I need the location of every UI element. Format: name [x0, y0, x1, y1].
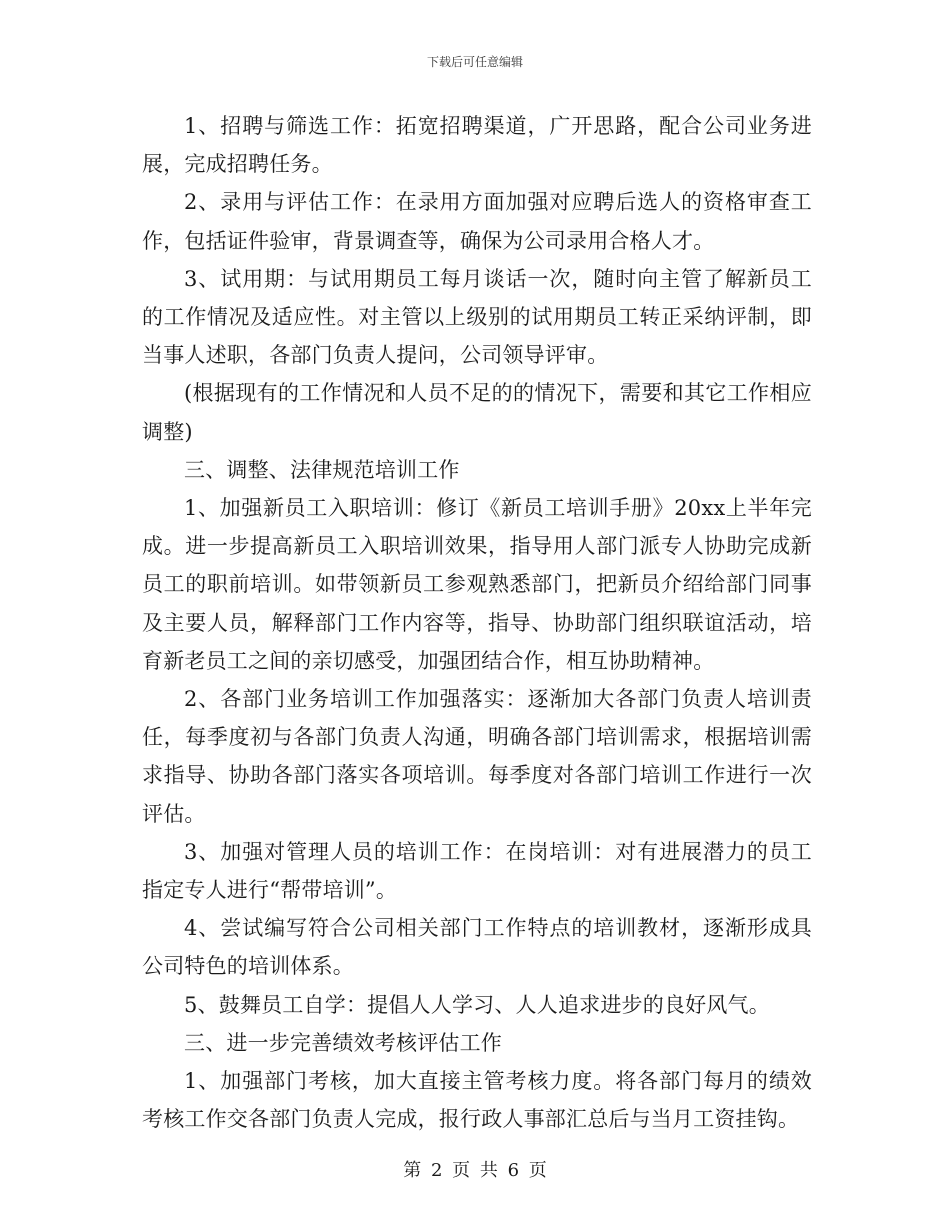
paragraph: 2、各部门业务培训工作加强落实：逐渐加大各部门负责人培训责任，每季度初与各部门负责人沟通，明确各部门培训需求，根据培训需求指导、协助各部门落实各项培训。每季度对各部门培训工作进行一次评估。 — [142, 687, 812, 826]
paragraph: 4、尝试编写符合公司相关部门工作特点的培训教材，逐渐形成具公司特色的培训体系。 — [142, 916, 812, 979]
page-number-footer: 第 2 页 共 6 页 — [403, 1160, 547, 1181]
section-heading: 三、进一步完善绩效考核评估工作 — [184, 1030, 502, 1055]
page-header: 下载后可任意编辑 — [426, 55, 523, 69]
section-heading: 三、调整、法律规范培训工作 — [184, 457, 460, 482]
paragraph: 1、加强部门考核，加大直接主管考核力度。将各部门每月的绩效考核工作交各部门负责人完成，报行政人事部汇总后与当月工资挂钩。 — [142, 1069, 812, 1132]
paragraph: 3、试用期：与试用期员工每月谈话一次，随时向主管了解新员工的工作情况及适应性。对主管以上级别的试用期员工转正采纳评制，即当事人述职，各部门负责人提问，公司领导评审。 — [142, 266, 812, 368]
paragraph: 1、招聘与筛选工作：拓宽招聘渠道，广开思路，配合公司业务进展，完成招聘任务。 — [142, 114, 812, 177]
paragraph: (根据现有的工作情况和人员不足的的情况下，需要和其它工作相应调整) — [142, 381, 812, 444]
paragraph: 5、鼓舞员工自学：提倡人人学习、人人追求进步的良好风气。 — [184, 992, 770, 1017]
paragraph: 3、加强对管理人员的培训工作：在岗培训：对有进展潜力的员工指定专人进行“帮带培训”。 — [142, 839, 812, 903]
paragraph: 1、加强新员工入职培训：修订《新员工培训手册》20xx上半年完成。进一步提高新员工入职培训效果，指导用人部门派专人协助完成新员工的职前培训。如带领新员工参观熟悉部门，把新员介绍给部门同事及主要人员，解释部门工作内容等，指导、协助部门组织联谊活动，培育新老员工之间的亲切感受，加强团结合作，相互协助精神。 — [142, 496, 812, 673]
paragraph: 2、录用与评估工作：在录用方面加强对应聘后选人的资格审查工作，包括证件验审，背景调查等，确保为公司录用合格人才。 — [142, 190, 812, 253]
document-body — [142, 107, 812, 1138]
